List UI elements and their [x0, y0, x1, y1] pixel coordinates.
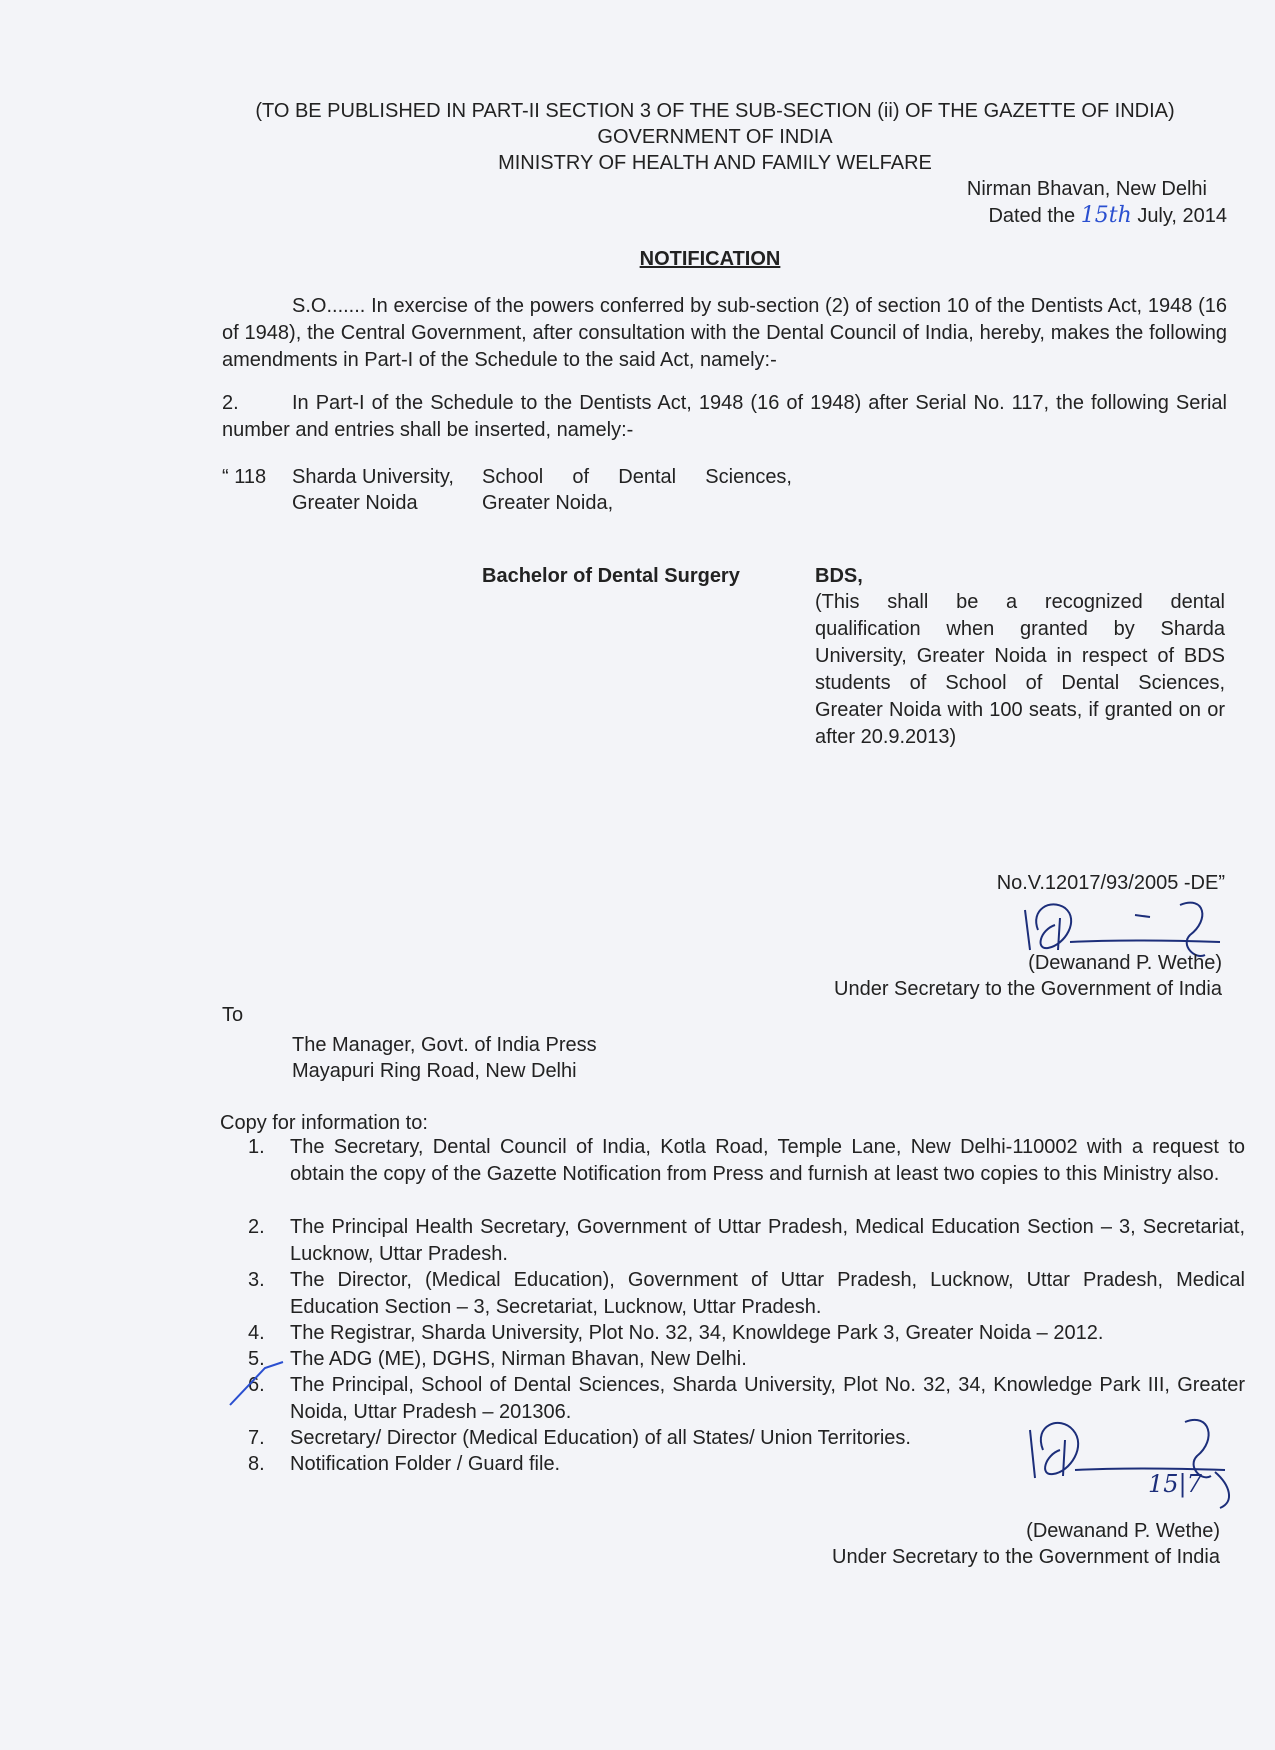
- dated-line: [800, 202, 1227, 230]
- copy-item-number: 2.: [248, 1216, 265, 1238]
- signatory-name-2: (Dewanand P. Wethe): [1026, 1520, 1220, 1542]
- notification-title: NOTIFICATION: [639, 248, 781, 270]
- paragraph-1: S.O....... In exercise of the powers conferred by sub-section (2) of section 10 of the Dentists Act, 1948 (16 of 1948), the Central Government, after consultation with the Dental Council of India, hereby, makes the following amendments in Part-I of the Schedule to the said Act, namely:-: [222, 295, 1227, 371]
- entry-serial: “ 118: [222, 466, 267, 488]
- copy-item-text: The ADG (ME), DGHS, Nirman Bhavan, New Delhi.: [290, 1348, 747, 1370]
- copy-item-text: Secretary/ Director (Medical Education) of all States/ Union Territories.: [290, 1427, 911, 1449]
- copy-item-text: Notification Folder / Guard file.: [290, 1453, 561, 1475]
- copy-item-number: 4.: [248, 1322, 265, 1344]
- ministry-heading: MINISTRY OF HEALTH AND FAMILY WELFARE: [498, 152, 932, 174]
- copy-item-number: 8.: [248, 1453, 265, 1475]
- entry-institute-line2: Greater Noida,: [482, 492, 614, 514]
- to-line-1: The Manager, Govt. of India Press: [292, 1034, 597, 1056]
- pen-tick-mark: [225, 1360, 285, 1410]
- paragraph-2-text: In Part-I of the Schedule to the Dentists Act, 1948 (16 of 1948) after Serial No. 117, the following Serial number and entries shall be inserted, namely:-: [222, 392, 1227, 441]
- copy-item-text: The Principal Health Secretary, Government of Uttar Pradesh, Medical Education Section – 3, Secretariat, Lucknow, Uttar Pradesh.: [290, 1216, 1245, 1265]
- copy-item-number: 1.: [248, 1136, 265, 1158]
- handwritten-day: 15th: [1080, 203, 1132, 228]
- copy-item-number: 6.: [248, 1374, 265, 1396]
- copy-item-text: The Principal, School of Dental Sciences, Sharda University, Plot No. 32, 34, Knowledge Park III, Greater Noida, Uttar Pradesh – 201306.: [290, 1374, 1245, 1423]
- entry-note: (This shall be a recognized dental qualification when granted by Sharda University, Greater Noida in respect of BDS students of School of Dental Sciences, Greater Noida with 100 seats, if granted on or after 20.9.2013): [815, 591, 1225, 748]
- copy-item-number: 7.: [248, 1427, 265, 1449]
- copy-item-text: The Registrar, Sharda University, Plot No. 32, 34, Knowldege Park 3, Greater Noida – 2012.: [290, 1322, 1104, 1344]
- signatory-name-1: (Dewanand P. Wethe): [1028, 952, 1222, 974]
- publication-note: (TO BE PUBLISHED IN PART-II SECTION 3 OF THE SUB-SECTION (ii) OF THE GAZETTE OF INDIA): [255, 100, 1175, 122]
- to-line-2: Mayapuri Ring Road, New Delhi: [292, 1060, 577, 1082]
- dated-suffix: July, 2014: [1137, 205, 1227, 227]
- copy-item-text: The Secretary, Dental Council of India, Kotla Road, Temple Lane, New Delhi-110002 with a request to obtain the copy of the Gazette Notification from Press and furnish at least two copies to this Ministry also.: [290, 1136, 1245, 1185]
- place-line: Nirman Bhavan, New Delhi: [966, 178, 1207, 200]
- entry-institute-line1: School of Dental Sciences,: [482, 466, 792, 488]
- signatory-designation-2: Under Secretary to the Government of India: [832, 1546, 1220, 1568]
- dated-prefix: Dated the: [988, 205, 1076, 227]
- entry-degree: Bachelor of Dental Surgery: [482, 565, 740, 587]
- signatory-designation-1: Under Secretary to the Government of India: [834, 978, 1222, 1000]
- file-number: No.V.12017/93/2005 -DE”: [996, 872, 1225, 894]
- entry-university-line2: Greater Noida: [292, 492, 418, 514]
- copy-item-number: 3.: [248, 1269, 265, 1291]
- copy-item-text: The Director, (Medical Education), Government of Uttar Pradesh, Lucknow, Uttar Pradesh, Medical Education Section – 3, Secretariat, Lucknow, Uttar Pradesh.: [290, 1269, 1245, 1318]
- copy-label: Copy for information to:: [220, 1112, 428, 1134]
- signature-2: [1025, 1410, 1245, 1510]
- copy-item-number: 5.: [248, 1348, 265, 1370]
- government-heading: GOVERNMENT OF INDIA: [597, 126, 833, 148]
- to-label: To: [222, 1004, 244, 1026]
- entry-university-line1: Sharda University,: [292, 466, 454, 488]
- second-signature-date: 15|7: [1148, 1470, 1202, 1498]
- paragraph-2-number: 2.: [222, 392, 239, 414]
- entry-abbreviation: BDS,: [815, 565, 863, 587]
